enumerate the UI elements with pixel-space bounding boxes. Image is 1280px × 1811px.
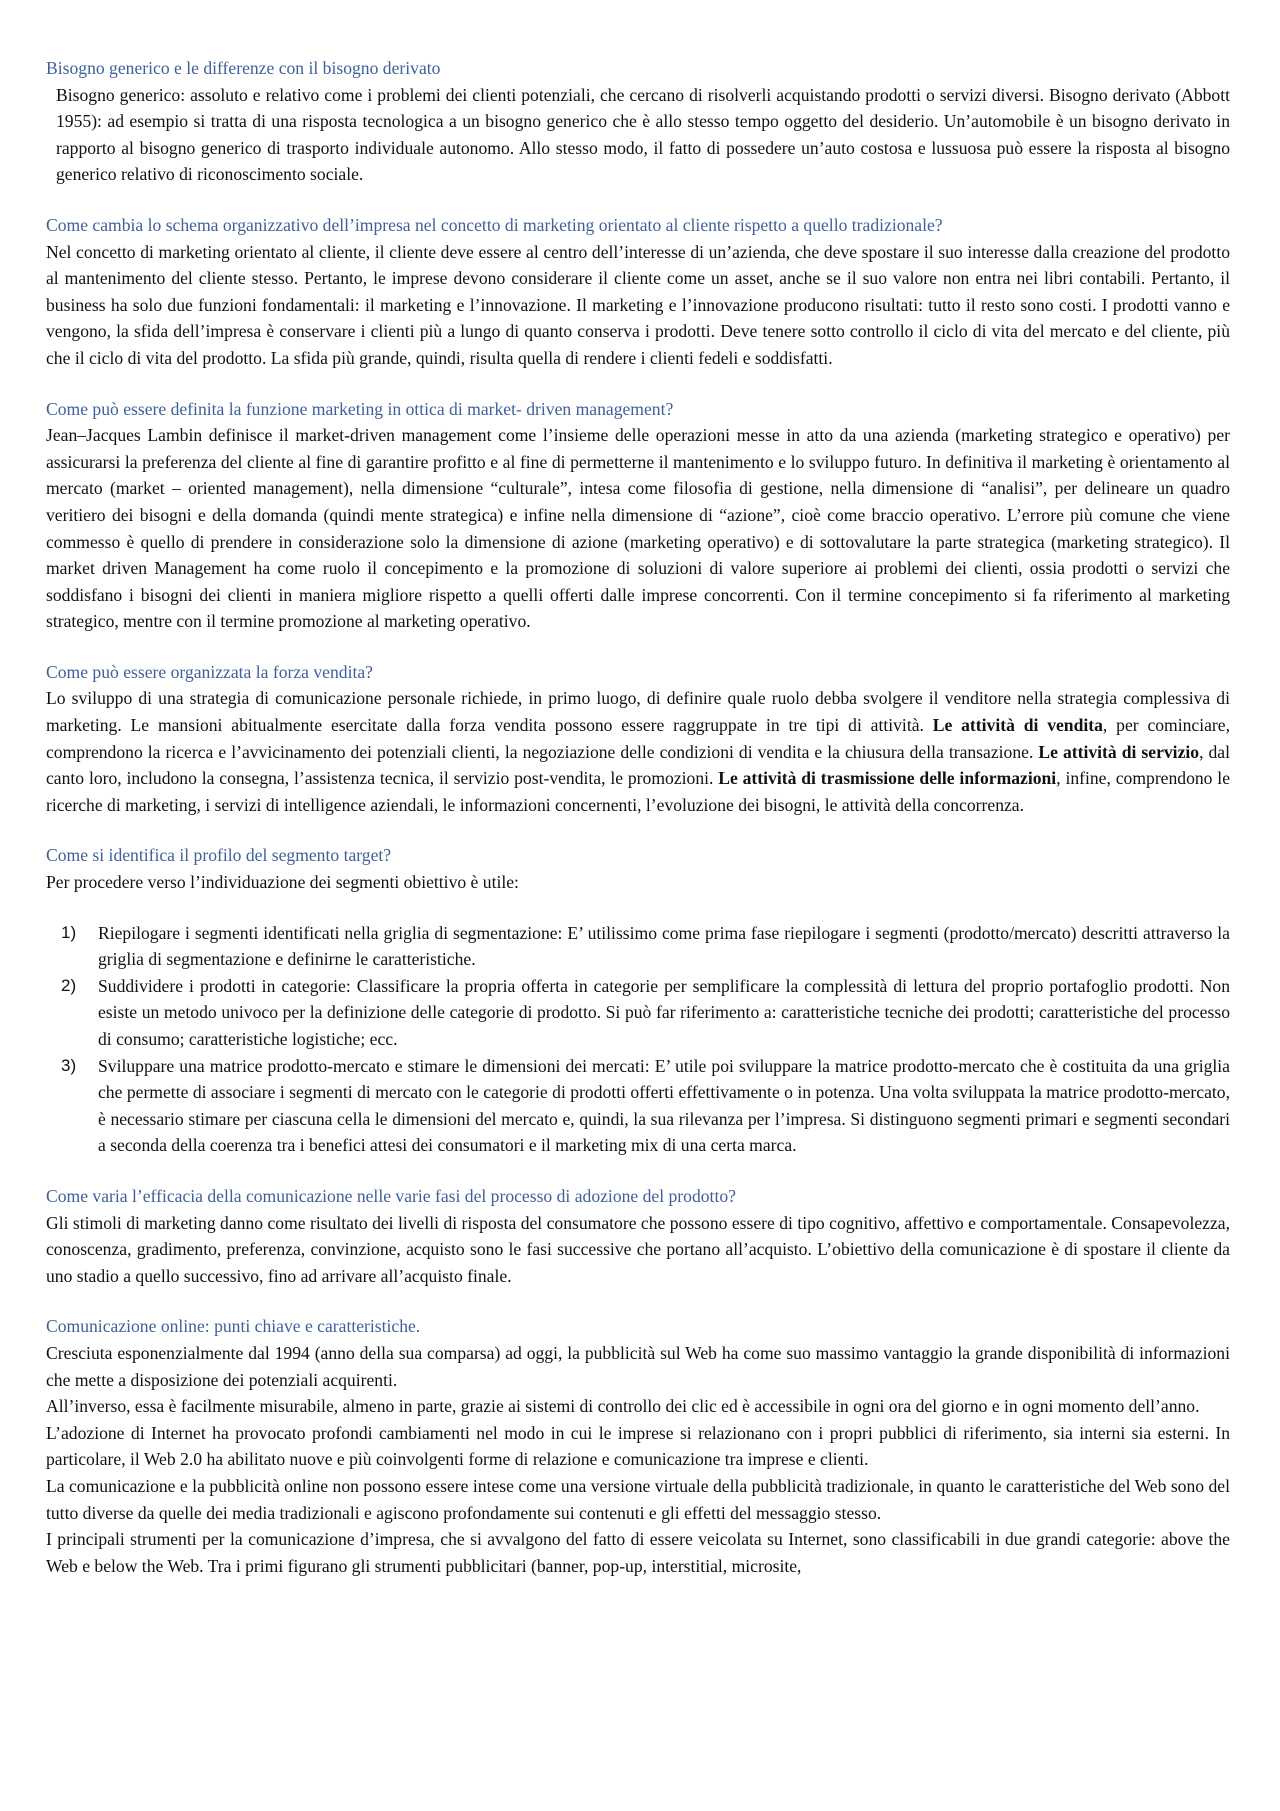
bold-term: Le attività di servizio bbox=[1038, 741, 1200, 762]
list-item bbox=[46, 920, 1230, 973]
section-schema-organizzativo bbox=[46, 212, 1230, 372]
section-paragraph: Bisogno generico: assoluto e relativo come i problemi dei clienti potenziali, che cercano di risolverli acquistando prodotti o servizi diversi. Bisogno derivato (Abbott 1955): ad esempio si tratta di una risposta tecnologica a un bisogno generico che è allo stesso tempo oggetto del desiderio. Un’automobile è un bisogno derivato in rapporto al bisogno generico di trasporto individuale autonomo. Allo stesso modo, il fatto di possedere un’auto costosa e lussuosa può essere la risposta al bisogno generico relativo di riconoscimento sociale. bbox=[56, 84, 1230, 185]
list-item-text: Suddividere i prodotti in categorie: Classificare la propria offerta in categorie per semplificare la complessità di lettura del proprio portafoglio prodotti. Non esiste un metodo univoco per la definizione delle categorie di prodotto. Si può far riferimento a: caratteristiche tecniche dei prodotti; caratteristiche del processo di consumo; caratteristiche logistiche; ecc. bbox=[98, 975, 1230, 1049]
section-paragraph: Nel concetto di marketing orientato al cliente, il cliente deve essere al centro dell’interesse di un’azienda, che deve spostare il suo interesse dalla creazione del prodotto al mantenimento del cliente stesso. Pertanto, le imprese devono considerare il cliente come un asset, anche se il suo valore non entra nei libri contabili. Pertanto, il business ha solo due funzioni fondamentali: il marketing e l’innovazione. Il marketing e l’innovazione producono risultati: tutto il resto sono costi. I prodotti vanno e vengono, la sfida dell’impresa è conservare i clienti più a lungo di quanto conserva i prodotti. Deve tenere sotto controllo il ciclo di vita del mercato e del cliente, più che il ciclo di vita del prodotto. La sfida più grande, quindi, risulta quella di rendere i clienti fedeli e soddisfatti. bbox=[46, 241, 1230, 368]
section-heading: Comunicazione online: punti chiave e caratteristiche. bbox=[46, 1316, 421, 1337]
text-run: , per cominciare, comprendono la ricerca e l’avvicinamento dei potenziali clienti, la negoziazione delle condizioni di vendita e la chiusura della transazione. bbox=[46, 715, 1230, 762]
list-number: 3) bbox=[61, 1055, 77, 1075]
section-paragraph: Jean–Jacques Lambin definisce il market-driven management come l’insieme delle operazioni messe in atto da una azienda (marketing strategico e operativo) per assicurarsi la preferenza del cliente al fine di garantire profitto e al fine di permetterne il mantenimento e lo sviluppo futuro. In definitiva il marketing è orientamento al mercato (market – oriented management), nella dimensione “culturale”, intesa come filosofia di gestione, nella dimensione di “analisi”, per delineare un quadro veritiero dei bisogni e della domanda (quindi mente strategica) e infine nella dimensione di “azione”, cioè come braccio operativo. L’errore più comune che viene commesso è quello di prendere in considerazione solo la dimensione di azione (marketing operativo) e di sottovalutare la parte strategica (marketing strategico). Il market driven Management ha come ruolo il concepimento e la promozione di soluzioni di valore superiore ai problemi dei clienti, ossia prodotti o servizi che soddisfano i bisogni dei clienti in maniera migliore rispetto a quelli offerti dalle imprese concorrenti. Con il termine concepimento si fa riferimento al marketing strategico, mentre con il termine promozione al marketing operativo. bbox=[46, 425, 1230, 632]
section-heading: Come cambia lo schema organizzativo dell’impresa nel concetto di marketing orientato al cliente rispetto a quello tradizionale? bbox=[46, 214, 943, 235]
spacer bbox=[46, 896, 1230, 920]
section-paragraph: Cresciuta esponenzialmente dal 1994 (anno della sua comparsa) ad oggi, la pubblicità sul Web ha come suo massimo vantaggio la grande disponibilità di informazioni che mette a disposizione dei potenziali acquirenti. bbox=[46, 1342, 1230, 1390]
section-paragraph: L’adozione di Internet ha provocato profondi cambiamenti nel modo in cui le imprese si relazionano con i propri pubblici di riferimento, sia interni sia esterni. In particolare, il Web 2.0 ha abilitato nuove e più coinvolgenti forme di relazione e comunicazione tra imprese e clienti. bbox=[46, 1422, 1230, 1470]
section-paragraph: All’inverso, essa è facilmente misurabile, almeno in parte, grazie ai sistemi di controllo dei clic ed è accessibile in ogni ora del giorno e in ogni momento dell’anno. bbox=[46, 1396, 1200, 1417]
section-paragraph: La comunicazione e la pubblicità online non possono essere intese come una versione virtuale della pubblicità tradizionale, in quanto le caratteristiche del Web sono del tutto diverse da quelle dei media tradizionali e agiscono profondamente sui contenuti e gli effetti del messaggio stesso. bbox=[46, 1475, 1230, 1523]
section-heading: Come si identifica il profilo del segmento target? bbox=[46, 845, 392, 866]
section-comunicazione-online bbox=[46, 1313, 1230, 1579]
section-heading: Come può essere definita la funzione marketing in ottica di market- driven management? bbox=[46, 398, 674, 419]
section-intro: Per procedere verso l’individuazione dei segmenti obiettivo è utile: bbox=[46, 872, 519, 893]
text-run: , infine, comprendono le ricerche di marketing, i servizi di intelligence aziendali, le informazioni concernenti, l’evoluzione dei bisogni, le attività della concorrenza. bbox=[46, 768, 1231, 815]
section-bisogno-generico bbox=[46, 55, 1230, 188]
section-segmento-target bbox=[46, 842, 1230, 1159]
list-item-text: Riepilogare i segmenti identificati nella griglia di segmentazione: E’ utilissimo come prima fase riepilogare i segmenti (prodotto/mercato) descritti attraverso la griglia di segmentazione e definirne le caratteristiche. bbox=[98, 922, 1230, 970]
text-run: , dal canto loro, includono la consegna, l’assistenza tecnica, il servizio post-vendita, le promozioni. bbox=[46, 741, 1230, 789]
numbered-list bbox=[46, 920, 1230, 1159]
text-run: Lo sviluppo di una strategia di comunicazione personale richiede, in primo luogo, di definire quale ruolo debba svolgere il venditore nella strategia complessiva di marketing. Le mansioni abitualmente esercitate dalla forza vendita possono essere raggruppate in tre tipi di attività. bbox=[46, 688, 1230, 736]
list-item bbox=[46, 973, 1230, 1053]
section-efficacia-comunicazione bbox=[46, 1183, 1230, 1289]
list-item-text: Sviluppare una matrice prodotto-mercato e stimare le dimensioni dei mercati: E’ utile poi sviluppare la matrice prodotto-mercato che è costituita da una griglia che permette di associare i segmenti di mercato con le categorie di prodotti offerti effettivamente o in potenza. Una volta sviluppata la matrice prodotto-mercato, è necessario stimare per ciascuna cella le dimensioni del mercato e, quindi, la sua rilevanza per l’impresa. Si distinguono segmenti primari e segmenti secondari a seconda della coerenza tra i benefici attesi dei consumatori e il marketing mix di una certa marca. bbox=[98, 1055, 1230, 1156]
section-heading: Come varia l’efficacia della comunicazione nelle varie fasi del processo di adozione del prodotto? bbox=[46, 1185, 736, 1206]
section-heading: Bisogno generico e le differenze con il bisogno derivato bbox=[46, 58, 441, 78]
section-paragraph bbox=[46, 685, 1230, 818]
section-heading: Come può essere organizzata la forza vendita? bbox=[46, 661, 373, 682]
section-paragraph: I principali strumenti per la comunicazione d’impresa, che si avvalgono del fatto di essere veicolata su Internet, sono classificabili in due grandi categorie: above the Web e below the Web. Tra i primi figurano gli strumenti pubblicitari (banner, pop-up, interstitial, microsite, bbox=[46, 1529, 1230, 1576]
section-forza-vendita bbox=[46, 659, 1230, 819]
list-item bbox=[46, 1053, 1230, 1159]
list-number: 1) bbox=[61, 922, 77, 942]
section-market-driven bbox=[46, 396, 1230, 635]
list-number: 2) bbox=[61, 975, 77, 995]
section-paragraph: Gli stimoli di marketing danno come risultato dei livelli di risposta del consumatore che possono essere di tipo cognitivo, affettivo e comportamentale. Consapevolezza, conoscenza, gradimento, preferenza, convinzione, acquisto sono le fasi successive che portano all’acquisto. L’obiettivo della comunicazione è di spostare il cliente da uno stadio a quello successivo, fino ad arrivare all’acquisto finale. bbox=[46, 1212, 1230, 1286]
bold-term: Le attività di trasmissione delle informazioni bbox=[718, 768, 1057, 789]
bold-term: Le attività di vendita bbox=[932, 715, 1103, 736]
